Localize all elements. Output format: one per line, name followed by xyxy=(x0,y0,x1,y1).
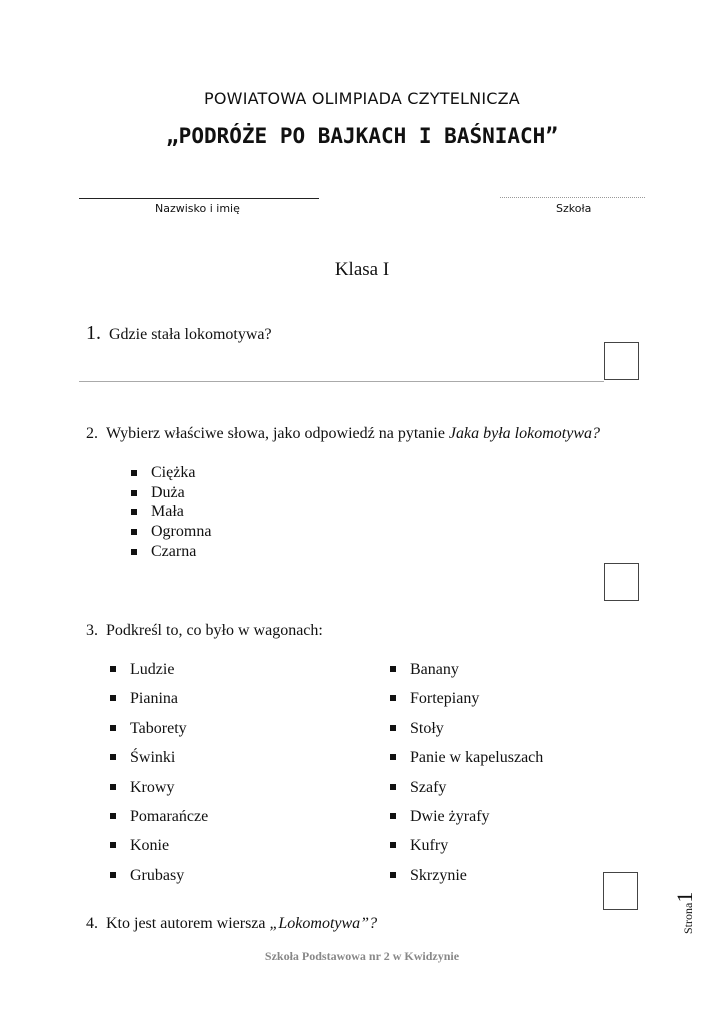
question-4 xyxy=(86,915,377,933)
question-3 xyxy=(86,622,323,640)
option-item[interactable]: Kufry xyxy=(388,835,543,864)
question-text: Wybierz właściwe słowa, jako odpowiedź na pytanie xyxy=(106,425,449,442)
score-box-3[interactable] xyxy=(603,872,638,910)
option-item[interactable]: Ogromna xyxy=(129,522,211,542)
option-item[interactable]: Pianina xyxy=(108,688,208,717)
page-number-marker xyxy=(672,880,696,940)
option-item[interactable]: Pomarańcze xyxy=(108,806,208,835)
option-item[interactable]: Dwie żyrafy xyxy=(388,806,543,835)
school-footer: Szkoła Podstawowa nr 2 w Kwidzynie xyxy=(264,949,460,963)
question-number: 2. xyxy=(86,425,98,442)
question-text: Gdzie stała lokomotywa? xyxy=(109,326,272,343)
page-number: 1 xyxy=(672,891,697,903)
option-item[interactable]: Konie xyxy=(108,835,208,864)
option-item[interactable]: Banany xyxy=(388,659,543,688)
question-number: 4. xyxy=(86,915,98,932)
school-field-line[interactable] xyxy=(500,197,645,198)
question-number: 1. xyxy=(86,322,101,344)
option-item[interactable]: Szafy xyxy=(388,777,543,806)
question-text: Podkreśl to, co było w wagonach: xyxy=(106,622,323,639)
option-item[interactable]: Świnki xyxy=(108,747,208,776)
option-item[interactable]: Panie w kapeluszach xyxy=(388,747,543,776)
option-item[interactable]: Czarna xyxy=(129,542,211,562)
page-label: Strona xyxy=(681,902,695,934)
contest-title: POWIATOWA OLIMPIADA CZYTELNICZA xyxy=(204,89,520,108)
question-number: 3. xyxy=(86,622,98,639)
option-item[interactable]: Fortepiany xyxy=(388,688,543,717)
score-box-1[interactable] xyxy=(604,342,639,380)
answer-line-1[interactable] xyxy=(79,381,604,382)
name-field-label: Nazwisko i imię xyxy=(155,202,240,215)
question-text: Kto jest autorem wiersza xyxy=(106,915,270,932)
option-item[interactable]: Krowy xyxy=(108,777,208,806)
option-item[interactable]: Duża xyxy=(129,483,211,503)
question-text-italic: Jaka była lokomotywa? xyxy=(448,425,600,442)
score-box-2[interactable] xyxy=(604,563,639,601)
answer-options-2 xyxy=(129,463,211,561)
answer-options-3-right xyxy=(388,659,543,894)
option-item[interactable]: Ludzie xyxy=(108,659,208,688)
name-field-line[interactable] xyxy=(79,198,319,199)
option-item[interactable]: Grubasy xyxy=(108,865,208,894)
question-text-italic: „Lokomotywa”? xyxy=(269,915,378,932)
option-item[interactable]: Taborety xyxy=(108,718,208,747)
question-1 xyxy=(86,322,272,345)
option-item[interactable]: Stoły xyxy=(388,718,543,747)
option-item[interactable]: Ciężka xyxy=(129,463,211,483)
class-title: Klasa I xyxy=(334,259,390,280)
school-field-label: Szkoła xyxy=(556,202,592,215)
option-item[interactable]: Mała xyxy=(129,502,211,522)
option-item[interactable]: Skrzynie xyxy=(388,865,543,894)
contest-theme-title: „PODRÓŻE PO BAJKACH I BAŚNIACH” xyxy=(166,124,558,148)
answer-options-3-left xyxy=(108,659,208,894)
question-2 xyxy=(86,425,600,443)
